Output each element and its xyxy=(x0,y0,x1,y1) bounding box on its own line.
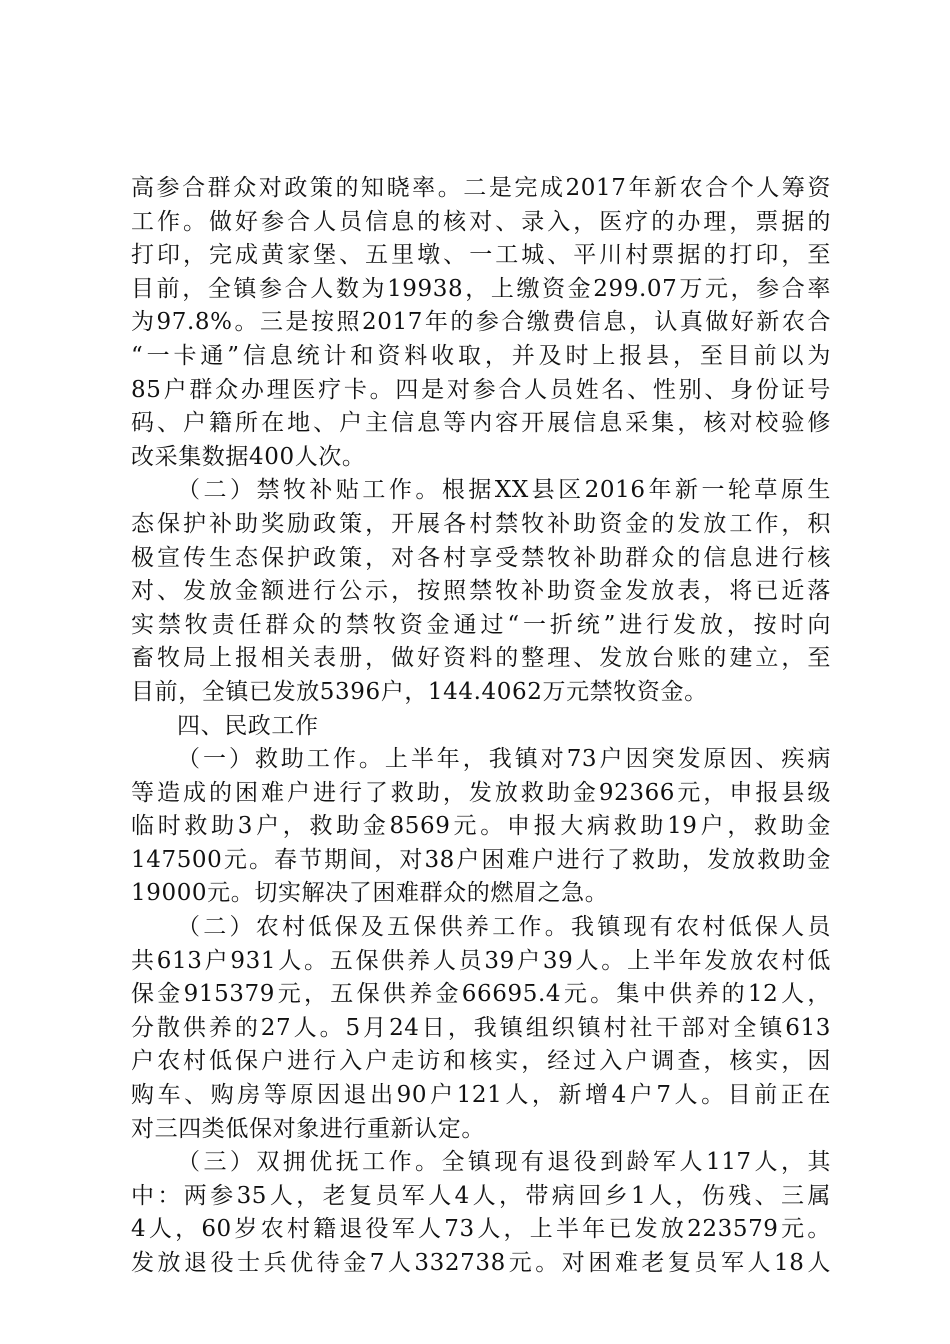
text-line: 高参合群众对政策的知晓率。二是完成2017年新农合个人筹资 xyxy=(131,175,831,201)
text-line: 码、户籍所在地、户主信息等内容开展信息采集，核对校验修 xyxy=(131,410,831,437)
text-line: 态保护补助奖励政策，开展各村禁牧补助资金的发放工作，积 xyxy=(131,510,831,537)
text-line: 为97.8%。三是按照2017年的参合缴费信息，认真做好新农合 xyxy=(131,309,831,336)
text-line: 85户群众办理医疗卡。四是对参合人员姓名、性别、身份证号 xyxy=(131,376,831,403)
text-line: （一）救助工作。上半年，我镇对73户因突发原因、疾病 xyxy=(177,746,831,773)
text-line: （三）双拥优抚工作。全镇现有退役到龄军人117人，其 xyxy=(177,1149,831,1176)
text-line: 保金915379元，五保供养金66695.4元。集中供养的12人， xyxy=(131,981,831,1008)
text-line: 畜牧局上报相关表册，做好资料的整理、发放台账的建立，至 xyxy=(131,645,831,672)
text-line: 等造成的困难户进行了救助，发放救助金92366元，申报县级 xyxy=(131,779,831,806)
text-line: 四、民政工作 xyxy=(177,712,319,739)
text-line: 发放退役士兵优待金7人332738元。对困难老复员军人18人 xyxy=(131,1250,831,1276)
document-body xyxy=(131,172,831,1281)
text-line: （二）农村低保及五保供养工作。我镇现有农村低保人员 xyxy=(177,914,831,941)
text-line: 打印，完成黄家堡、五里墩、一工城、平川村票据的打印，至 xyxy=(131,242,831,269)
text-line: 目前，全镇参合人数为19938，上缴资金299.07万元，参合率 xyxy=(131,275,831,302)
text-line: 共613户931人。五保供养人员39户39人。上半年发放农村低 xyxy=(131,947,831,974)
text-line: 147500元。春节期间，对38户困难户进行了救助，发放救助金 xyxy=(131,846,831,873)
text-line: “一卡通”信息统计和资料收取，并及时上报县，至目前以为 xyxy=(131,342,831,369)
text-line: 4人，60岁农村籍退役军人73人，上半年已发放223579元。 xyxy=(131,1216,831,1243)
text-line: 19000元。切实解决了困难群众的燃眉之急。 xyxy=(131,880,609,907)
text-line: 实禁牧责任群众的禁牧资金通过“一折统”进行发放，按时向 xyxy=(131,611,831,638)
text-line: 临时救助3户，救助金8569元。申报大病救助19户，救助金 xyxy=(131,813,831,840)
text-line: 目前，全镇已发放5396户，144.4062万元禁牧资金。 xyxy=(131,678,708,705)
text-line: 极宣传生态保护政策，对各村享受禁牧补助群众的信息进行核 xyxy=(131,544,831,571)
text-line: 对、发放金额进行公示，按照禁牧补助资金发放表，将已近落 xyxy=(131,578,831,605)
text-line: 工作。做好参合人员信息的核对、录入，医疗的办理，票据的 xyxy=(131,208,831,235)
text-line: 户农村低保户进行入户走访和核实，经过入户调查，核实，因 xyxy=(131,1048,831,1075)
text-line: 分散供养的27人。5月24日，我镇组织镇村社干部对全镇613 xyxy=(131,1014,831,1041)
text-line: 中：两参35人，老复员军人4人，带病回乡1人，伤残、三属 xyxy=(131,1182,831,1209)
text-line: 对三四类低保对象进行重新认定。 xyxy=(131,1115,485,1142)
text-line: 购车、购房等原因退出90户121人，新增4户7人。目前正在 xyxy=(131,1082,831,1109)
text-line: （二）禁牧补贴工作。根据XX县区2016年新一轮草原生 xyxy=(177,477,831,504)
text-line: 改采集数据400人次。 xyxy=(131,443,366,470)
